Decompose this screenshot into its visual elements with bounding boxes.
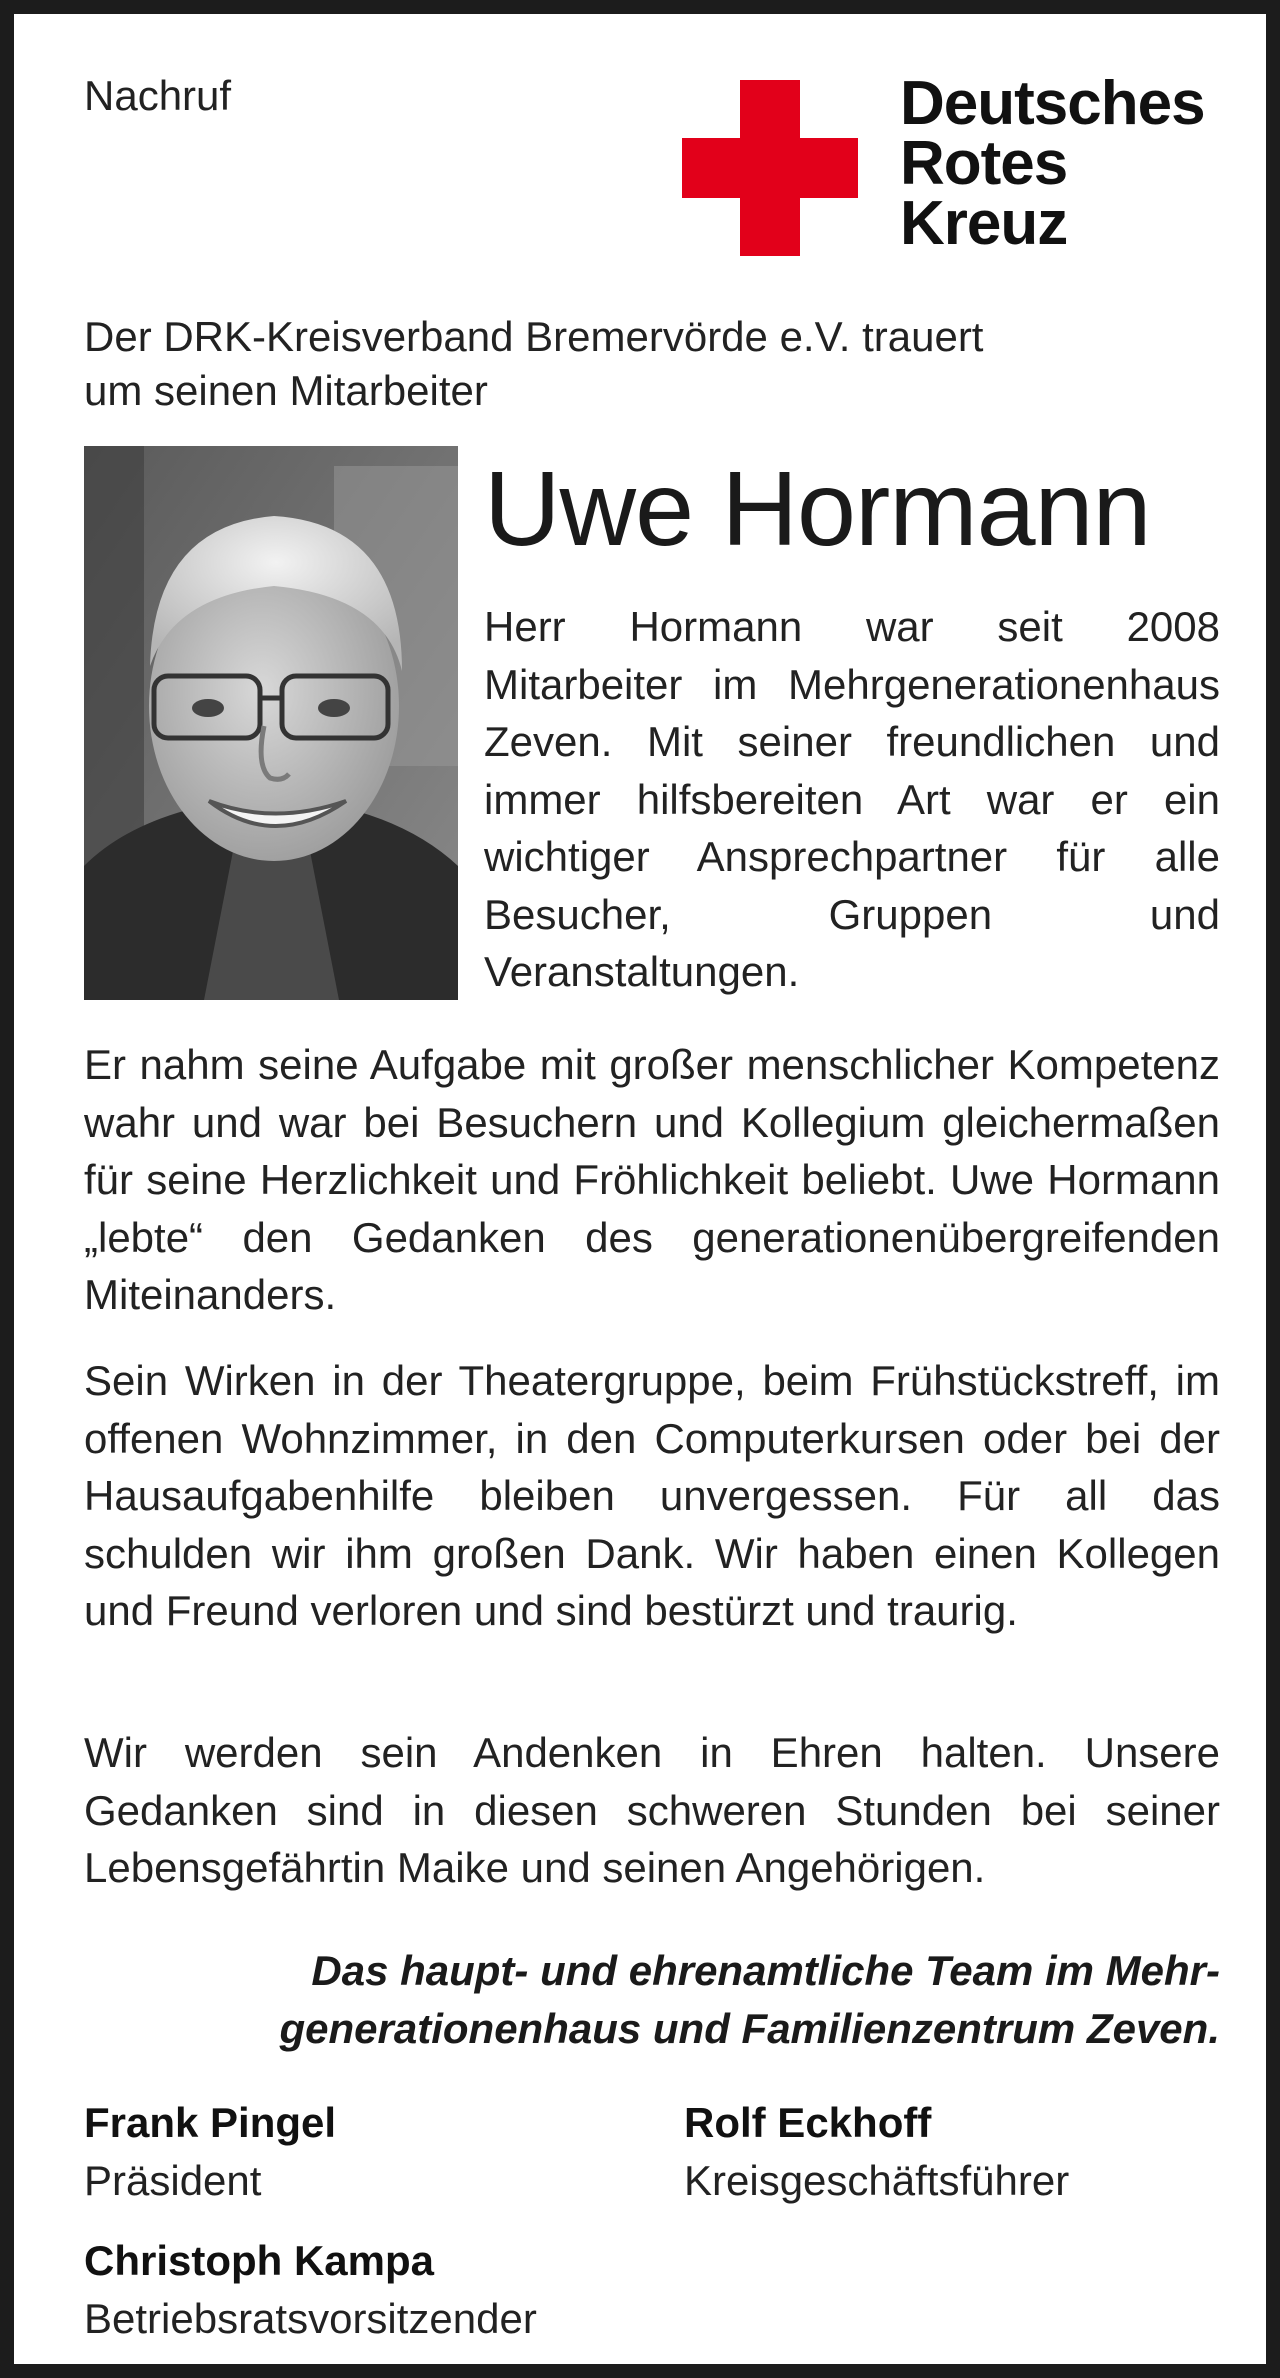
team-signoff [84,1942,1220,2058]
intro-text [84,310,1224,418]
signature-block [84,2232,537,2348]
signatory-role: Kreisgeschäftsführer [684,2157,1070,2204]
logo-line-3: Kreuz [900,189,1068,258]
portrait-photo [84,446,458,1000]
red-cross-icon [682,80,858,256]
logo-wordmark [900,69,1205,258]
team-line-1: Das haupt- und ehrenamtliche Team im Mehr- [311,1947,1220,1994]
signatory-name: Frank Pingel [84,2099,337,2146]
paragraph-3: Wir werden sein Andenken in Ehren halten. Unsere Gedanken sind in diesen schweren Stunden bei seiner Lebensgefährtin Maike und seinen Angehörigen. [84,1729,1220,1891]
intro-line-1: Der DRK-Kreisverband Bremervörde e.V. trauert [84,313,984,360]
signatory-role: Präsident [84,2157,262,2204]
portrait-image [84,446,458,1000]
signatory-role: Betriebsratsvorsitzender [84,2295,537,2342]
deceased-name: Uwe Hormann [484,450,1151,568]
signature-block [684,2094,1069,2210]
logo-line-1: Deutsches [900,69,1205,138]
team-line-2: generationenhaus und Familienzentrum Zeven. [279,2005,1220,2052]
logo-line-2: Rotes [900,129,1068,198]
paragraph-2: Sein Wirken in der Theatergruppe, beim Frühstückstreff, im offenen Wohnzimmer, in den Computerkursen oder bei der Hausaufgabenhilfe bleiben unvergessen. Für all das schulden wir ihm großen Dank. Wir haben einen Kollegen und Freund verloren und sind bestürzt und traurig. [84,1357,1220,1634]
notice-label: Nachruf [84,72,232,119]
drk-logo [682,69,1242,260]
signature-block [84,2094,336,2210]
paragraph-1: Er nahm seine Aufgabe mit großer menschlicher Kompetenz wahr und war bei Besuchern und Kollegium gleichermaßen für seine Herzlichkeit und Fröhlichkeit beliebt. Uwe Hormann „lebte“ den Gedanken des generationenübergreifenden Miteinanders. [84,1041,1220,1318]
column-paragraph: Herr Hormann war seit 2008 Mitarbeiter im Mehrgenerationenhaus Zeven. Mit seiner freundlichen und immer hilfsbereiten Art war er ein wichtiger Ansprechpartner für alle Besucher, Gruppen und Veranstaltungen. [484,603,1220,995]
signatory-name: Rolf Eckhoff [684,2099,932,2146]
intro-line-2: um seinen Mitarbeiter [84,367,488,414]
signatory-name: Christoph Kampa [84,2237,435,2284]
